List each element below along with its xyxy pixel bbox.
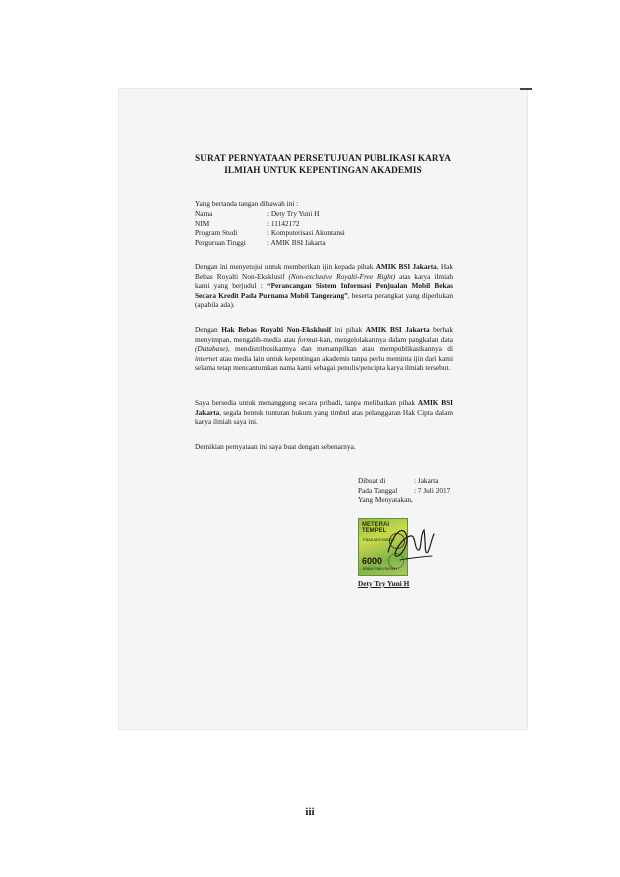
title-line-1: SURAT PERNYATAAN PERSETUJUAN PUBLIKASI KARYA [195, 153, 451, 163]
identity-row-nim [195, 219, 345, 229]
identity-label: NIM [195, 218, 210, 228]
paragraph-consent: Dengan ini menyetujui untuk memberikan ijin kepada pihak AMIK BSI Jakarta, Hak Bebas Royalti Non-Eksklusif (Non-exclusive Royalti-Free Right) atas karya ilmiah kami yang berjudul : “Perancangan Sistem Informasi Penjualan Mobil Bekas Secara Kredit Pada Purnama Mobil Tangerang”, beserta perangkat yang diperlukan (apabila ada). [195, 262, 454, 310]
document-title [118, 152, 528, 176]
identity-value: : Komputerisasi Akuntansi [267, 228, 345, 238]
identity-value: : Dety Try Yuni H [267, 209, 320, 218]
sign-place-value: : Jakarta [414, 476, 439, 485]
stamp-code: FBAEAEF268262 [363, 537, 395, 542]
paragraph-liability: Saya bersedia untuk menanggung secara pribadi, tanpa melibatkan pihak AMIK BSI Jakarta, segala bentuk tuntutan hukum yang timbul atas pelanggaran Hak Cipta dalam karya ilmiah saya ini. [195, 398, 454, 427]
sign-place-row [358, 476, 450, 486]
sign-date-value: : 7 Juli 2017 [414, 485, 451, 495]
sign-date-row [358, 486, 450, 496]
identity-value: : 11142172 [267, 218, 300, 228]
identity-row-program [195, 228, 345, 238]
identity-row-name [195, 209, 345, 219]
stamp-value: 6000 [362, 556, 383, 566]
paragraph-rights: Dengan Hak Bebas Royalti Non-Eksklusif ini pihak AMIK BSI Jakarta berhak menyimpan, mengalih-media atau format-kan, mengelolakannya dalam pangkalan data (Database), mendistribusikannya dan menampilkan atau mempublikasikannya di internet atau media lain untuk kepentingan akademis tanpa perlu meminta ijin dari kami selama tetap mencantumkan nama kami sebagai penulis/pencipta karya ilmiah tersebut. [195, 325, 453, 373]
signature-block [358, 476, 450, 505]
identity-value: : AMIK BSI Jakarta [267, 237, 326, 247]
identity-block [195, 209, 345, 247]
sign-closing: Yang Menyatakan, [358, 495, 413, 505]
sign-place-label: Dibuat di [358, 476, 386, 485]
paragraph-closing: Demikian pernyataan ini saya buat dengan sebenarnya. [195, 442, 356, 451]
page-number: iii [305, 806, 315, 818]
sign-date-label: Pada Tanggal [358, 485, 398, 495]
intro-text: Yang bertanda tangan dibawah ini : [195, 199, 299, 208]
identity-label: Nama [195, 209, 213, 218]
signer-name: Dety Try Yuni H [358, 579, 410, 588]
scanned-document [118, 88, 528, 730]
stamp-subtitle: ENAM RIBU RUPIAH [363, 567, 397, 571]
identity-row-university [195, 238, 345, 248]
title-line-2: ILMIAH UNTUK KEPENTINGAN AKADEMIS [224, 165, 422, 175]
stamp-title: METERAI TEMPEL [362, 522, 389, 534]
identity-label: Perguruan Tinggi [195, 237, 246, 247]
identity-label: Program Studi [195, 228, 238, 238]
handwritten-signature [380, 512, 440, 574]
scan-edge-mark [520, 88, 532, 90]
